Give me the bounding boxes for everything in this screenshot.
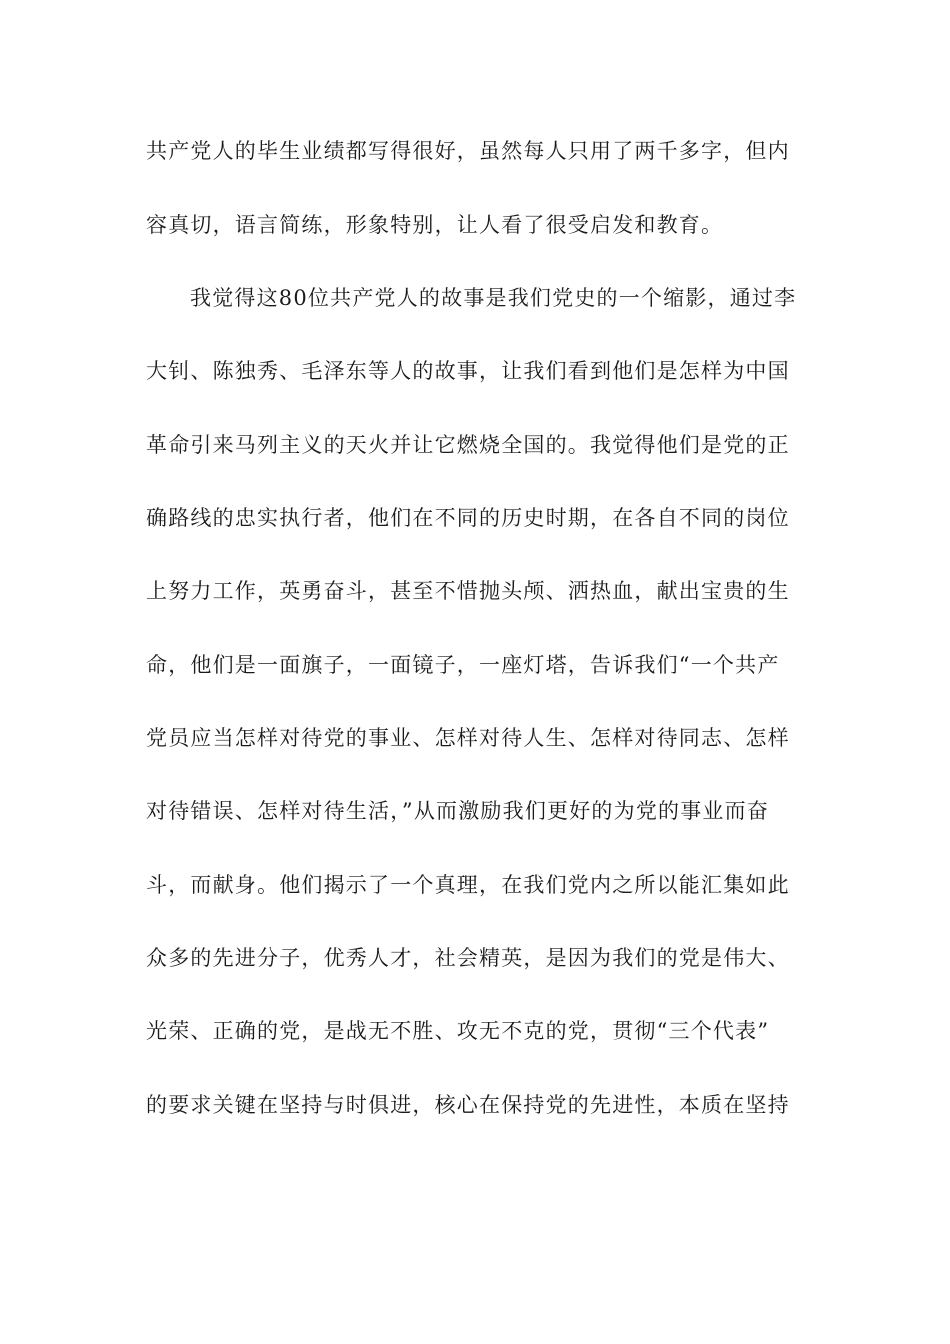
text-line: 的要求关键在坚持与时俱进，核心在保持党的先进性，本质在坚持 bbox=[146, 1093, 790, 1117]
paragraph-first-line: 我觉得这80位共产党人的故事是我们党史的一个缩影，通过李 bbox=[190, 286, 797, 310]
text-line: 确路线的忠实执行者，他们在不同的历史时期，在各自不同的岗位 bbox=[146, 506, 790, 530]
text-line: 命，他们是一面旗子，一面镜子，一座灯塔，告诉我们“一个共产 bbox=[146, 653, 780, 677]
text-line: 革命引来马列主义的天火并让它燃烧全国的。我觉得他们是党的正 bbox=[146, 433, 790, 457]
text-line: 光荣、正确的党，是战无不胜、攻无不克的党，贯彻“三个代表” bbox=[146, 1019, 770, 1043]
text-line: 党员应当怎样对待党的事业、怎样对待人生、怎样对待同志、怎样 bbox=[146, 726, 790, 750]
text-line: 容真切，语言简练，形象特别，让人看了很受启发和教育。 bbox=[146, 213, 724, 237]
text-line: 对待错误、怎样对待生活，”从而激励我们更好的为党的事业而奋 bbox=[146, 799, 770, 823]
text-line: 斗，而献身。他们揭示了一个真理，在我们党内之所以能汇集如此 bbox=[146, 873, 790, 897]
text-line: 上努力工作，英勇奋斗，甚至不惜抛头颅、洒热血，献出宝贵的生 bbox=[146, 579, 790, 603]
text-line: 众多的先进分子，优秀人才，社会精英，是因为我们的党是伟大、 bbox=[146, 946, 790, 970]
text-line: 共产党人的毕生业绩都写得很好，虽然每人只用了两千多字，但内 bbox=[146, 139, 790, 163]
text-line: 大钊、陈独秀、毛泽东等人的故事，让我们看到他们是怎样为中国 bbox=[146, 359, 790, 383]
